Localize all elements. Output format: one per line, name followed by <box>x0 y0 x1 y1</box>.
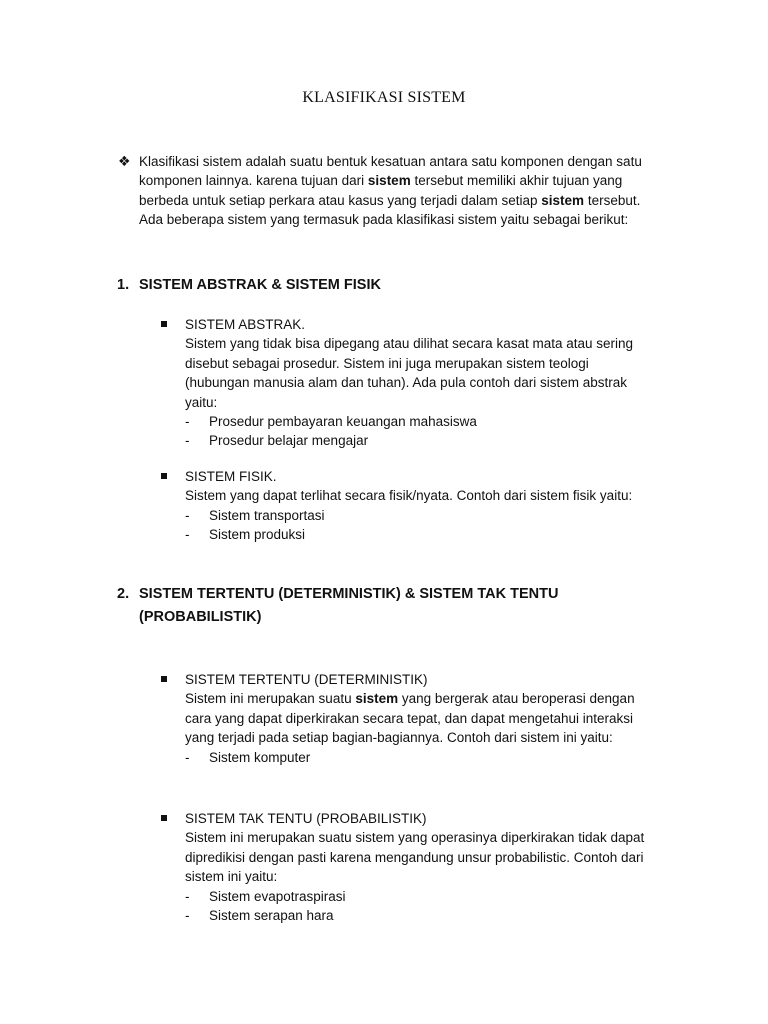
section-number: 1. <box>117 277 130 293</box>
body-line: Sistem ini merupakan suatu sistem yang operasinya diperkirakan tidak dapat <box>185 830 645 846</box>
page-title: KLASIFIKASI SISTEM <box>302 89 466 106</box>
square-bullet-icon <box>161 473 167 479</box>
body-line: Sistem yang dapat terlihat secara fisik/nyata. Contoh dari sistem fisik yaitu: <box>185 488 633 504</box>
body-line: Sistem ini merupakan suatu sistem yang bergerak atau beroperasi dengan <box>185 691 635 707</box>
body-line: dipredikisi dengan pasti karena mengandung unsur probabilistic. Contoh dari <box>185 849 644 865</box>
square-bullet-icon <box>161 321 167 327</box>
intro-text <box>139 152 678 230</box>
body-line: (hubungan manusia alam dan tuhan). Ada pula contoh dari sistem abstrak <box>185 375 628 391</box>
body-line: sistem ini yaitu: <box>185 869 278 885</box>
list-item: - Prosedur belajar mengajar <box>185 431 681 450</box>
dash-bullet: - <box>185 888 190 904</box>
list-item: - Sistem transportasi <box>185 506 681 525</box>
subsection-label: SISTEM ABSTRAK. <box>185 317 306 332</box>
dash-bullet: - <box>185 507 190 523</box>
square-bullet-icon <box>161 815 167 821</box>
subsection-sistem-abstrak <box>161 315 681 451</box>
subsection-sistem-tertentu <box>161 670 681 767</box>
list-item: - Prosedur pembayaran keuangan mahasiswa <box>185 412 681 431</box>
body-line: yaitu: <box>185 394 218 410</box>
dash-bullet: - <box>185 908 190 924</box>
list-item: - Sistem evapotraspirasi <box>185 887 681 906</box>
section-heading-1 <box>117 274 677 297</box>
subsection-label: SISTEM TERTENTU (DETERMINISTIK) <box>185 672 428 687</box>
intro-line: berbeda untuk setiap perkara atau kasus yang terjadi dalam setiap sistem tersebut. <box>139 192 641 208</box>
subsection-label: SISTEM FISIK. <box>185 469 277 484</box>
body-line: disebut sebagai prosedur. Sistem ini juga merupakan sistem teologi <box>185 355 589 371</box>
subsection-sistem-fisik <box>161 467 681 545</box>
dash-bullet: - <box>185 433 190 449</box>
subsection-label: SISTEM TAK TENTU (PROBABILISTIK) <box>185 811 427 826</box>
diamond-bullet-icon: ❖ <box>118 153 131 169</box>
dash-bullet: - <box>185 527 190 543</box>
list-item: - Sistem produksi <box>185 525 681 544</box>
list-item: - Sistem serapan hara <box>185 906 681 925</box>
body-line: yang terjadi pada setiap bagian-bagiannya. Contoh dari sistem ini yaitu: <box>185 730 613 746</box>
dash-bullet: - <box>185 749 190 765</box>
list-item: - Sistem komputer <box>185 748 681 767</box>
subsection-sistem-tak-tentu <box>161 809 681 925</box>
intro-line: Ada beberapa sistem yang termasuk pada klasifikasi sistem yaitu sebagai berikut: <box>139 212 629 228</box>
intro-paragraph <box>118 152 678 230</box>
square-bullet-icon <box>161 676 167 682</box>
section-heading-text: SISTEM ABSTRAK & SISTEM FISIK <box>139 277 381 293</box>
section-heading-2 <box>117 583 677 628</box>
body-line: cara yang dapat diperkirakan secara tepat, dan dapat mengetahui interaksi <box>185 710 634 726</box>
intro-line: Klasifikasi sistem adalah suatu bentuk kesatuan antara satu komponen dengan satu <box>139 154 642 169</box>
section-number: 2. <box>117 586 130 602</box>
dash-bullet: - <box>185 414 190 430</box>
intro-line: komponen lainnya. karena tujuan dari sistem tersebut memiliki akhir tujuan yang <box>139 173 623 189</box>
section-heading-text: SISTEM TERTENTU (DETERMINISTIK) & SISTEM TAK TENTU (PROBABILISTIK) <box>139 586 559 625</box>
body-line: Sistem yang tidak bisa dipegang atau dilihat secara kasat mata atau sering <box>185 336 634 352</box>
